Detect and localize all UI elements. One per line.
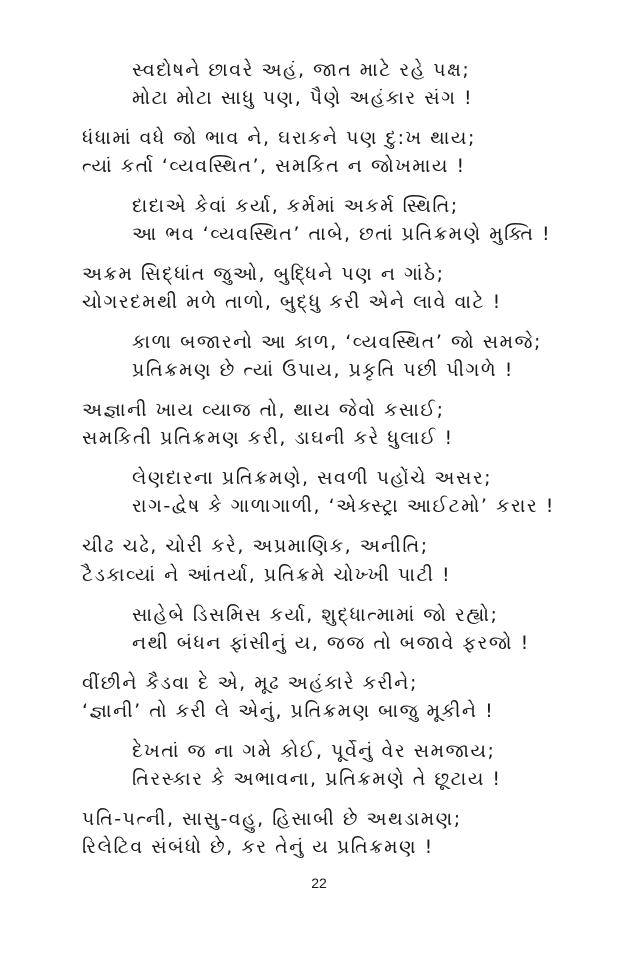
verse-line: દેખતાં જ ના ગમે કોઈ, પૂર્વેનું વેર સમજાય; — [132, 739, 496, 762]
verse-line: ટૈડકાવ્યાં ને આંતર્યા, પ્રતિક્રમે ચોખ્ખી પાટી ! — [82, 563, 452, 586]
verse-line: અક્રમ સિદ્ધાંત જુઓ, બુદ્ધિને પણ ન ગાંઠે; — [82, 263, 445, 286]
verse-line: સમકિતી પ્રતિક્રમણ કરી, ડાઘની કરે ધુલાઈ ! — [82, 427, 454, 450]
verse-line: સ્વદોષને છાવરે અહં, જાત માટે રહે પક્ષ; — [132, 59, 471, 81]
verse-line: રાગ-દ્વેષ કે ગાળાગાળી, ‘એક્સ્ટ્રા આઈટમો’ કરાર ! — [132, 495, 555, 518]
verse-line: સાહેબે ડિસમિસ કર્યા, શુદ્ધાત્મામાં જો રહ્યો; — [132, 603, 499, 626]
verse-line: વીંછીને કૈડવા દે એ, મૂઢ અહંકારે કરીને; — [82, 671, 418, 694]
verse-line: કાળા બજારનો આ કાળ, ‘વ્યવસ્થિત’ જો સમજે; — [132, 331, 542, 354]
verse-line: નથી બંધન ફાંસીનું ય, જજ તો બજાવે ફરજો ! — [132, 631, 530, 654]
verse-line: ચોગરદમથી મળે તાળો, બુદ્ધુ કરી એને લાવે વાટે ! — [82, 291, 502, 314]
verse-line: પ્રતિક્રમણ છે ત્યાં ઉપાય, પ્રકૃતિ પછી પીગળે ! — [132, 359, 514, 382]
verse-line: ચીઢ ચઢે, ચોરી કરે, અપ્રમાણિક, અનીતિ; — [82, 535, 429, 558]
verse-line: ત્યાં કર્તા ‘વ્યવસ્થિત’, સમકિત ન જોખમાય ! — [82, 155, 466, 178]
verse-line: તિરસ્કાર કે અભાવના, પ્રતિક્રમણે તે છૂટાય ! — [132, 767, 502, 790]
page-number: 22 — [311, 874, 327, 891]
verse-line: અજ્ઞાની ખાય વ્યાજ તો, થાય જેવો કસાઈ; — [82, 399, 445, 422]
verse-line: પતિ-પત્ની, સાસુ-વહુ, હિસાબી છે અથડામણ; — [82, 807, 462, 830]
verse-line: રિલેટિવ સંબંધો છે, કર તેનું ય પ્રતિક્રમણ ! — [82, 835, 434, 858]
verse-line: મોટા મોટા સાધુ પણ, પૈણે અહંકાર સંગ ! — [132, 87, 474, 110]
verse-line: ‘જ્ઞાની’ તો કરી લે એનું, પ્રતિક્રમણ બાજુ મૂકીને ! — [82, 699, 495, 722]
verse-line: દાદાએ કેવાં કર્યા, કર્મમાં અકર્મ સ્થિતિ; — [132, 195, 459, 218]
verse-line: આ ભવ ‘વ્યવસ્થિત’ તાબે, છતાં પ્રતિક્રમણે મુક્તિ ! — [132, 223, 552, 246]
verse-line: લેણદારના પ્રતિક્રમણે, સવળી પહોંચે અસર; — [132, 467, 493, 490]
verse-line: ધંધામાં વધે જો ભાવ ને, ઘરાકને પણ દુ:ખ થાય; — [82, 127, 476, 150]
